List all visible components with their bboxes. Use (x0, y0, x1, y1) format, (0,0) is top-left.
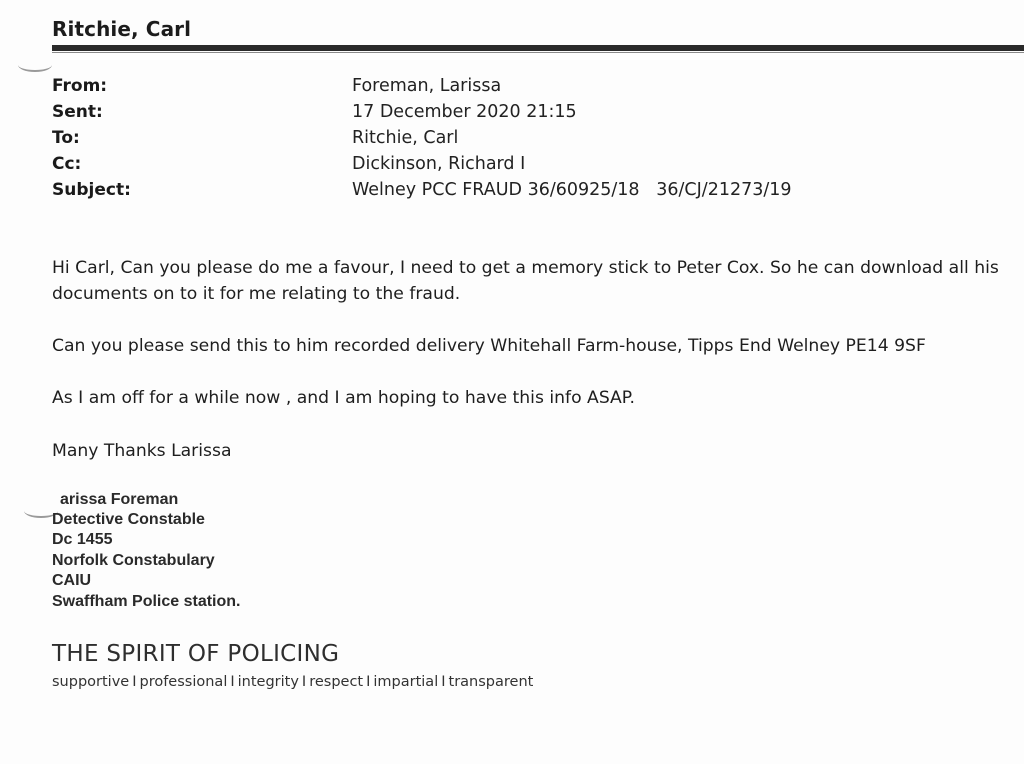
value-separator: I (301, 674, 307, 690)
value-respect: respect (309, 674, 364, 690)
value-integrity: integrity (237, 674, 299, 690)
title-rule-thin (52, 52, 1024, 53)
cc-value: Dickinson, Richard I (352, 154, 526, 174)
value-separator: I (132, 674, 137, 690)
body-line-5: Many Thanks Larissa (52, 441, 232, 461)
value-professional: professional (139, 674, 228, 690)
value-separator: I (230, 674, 235, 690)
sent-label: Sent: (52, 102, 103, 122)
signature-organisation: Norfolk Constabulary (52, 552, 215, 569)
to-label: To: (52, 128, 80, 148)
cc-label: Cc: (52, 154, 82, 174)
subject-label: Subject: (52, 180, 131, 200)
title-rule (52, 45, 1024, 51)
value-supportive: supportive (52, 674, 130, 690)
sent-value: 17 December 2020 21:15 (352, 102, 577, 122)
body-line-4: As I am off for a while now , and I am hoping to have this info ASAP. (52, 388, 635, 408)
body-line-1: Hi Carl, Can you please do me a favour, I need to get a memory stick to Peter Cox. So he can download all his (52, 258, 999, 278)
punch-hole-top (18, 58, 52, 72)
value-separator: I (366, 674, 371, 690)
value-transparent: transparent (448, 674, 534, 690)
body-line-2: documents on to it for me relating to the fraud. (52, 284, 461, 304)
motto-title: THE SPIRIT OF POLICING (52, 641, 340, 667)
document-title: Ritchie, Carl (52, 17, 192, 41)
subject-value: Welney PCC FRAUD 36/60925/18 36/CJ/21273/19 (352, 180, 792, 200)
values-line (52, 674, 533, 690)
signature-role: Detective Constable (52, 511, 205, 528)
from-label: From: (52, 76, 108, 96)
signature-name: arissa Foreman (60, 491, 179, 508)
body-line-3: Can you please send this to him recorded delivery Whitehall Farm-house, Tipps End Welney PE14 9SF (52, 336, 926, 356)
signature-station: Swaffham Police station. (52, 593, 241, 610)
signature-unit: CAIU (52, 572, 92, 589)
signature-id: Dc 1455 (52, 531, 113, 548)
value-impartial: impartial (373, 674, 439, 690)
to-value: Ritchie, Carl (352, 128, 459, 148)
value-separator: I (441, 674, 446, 690)
from-value: Foreman, Larissa (352, 76, 502, 96)
